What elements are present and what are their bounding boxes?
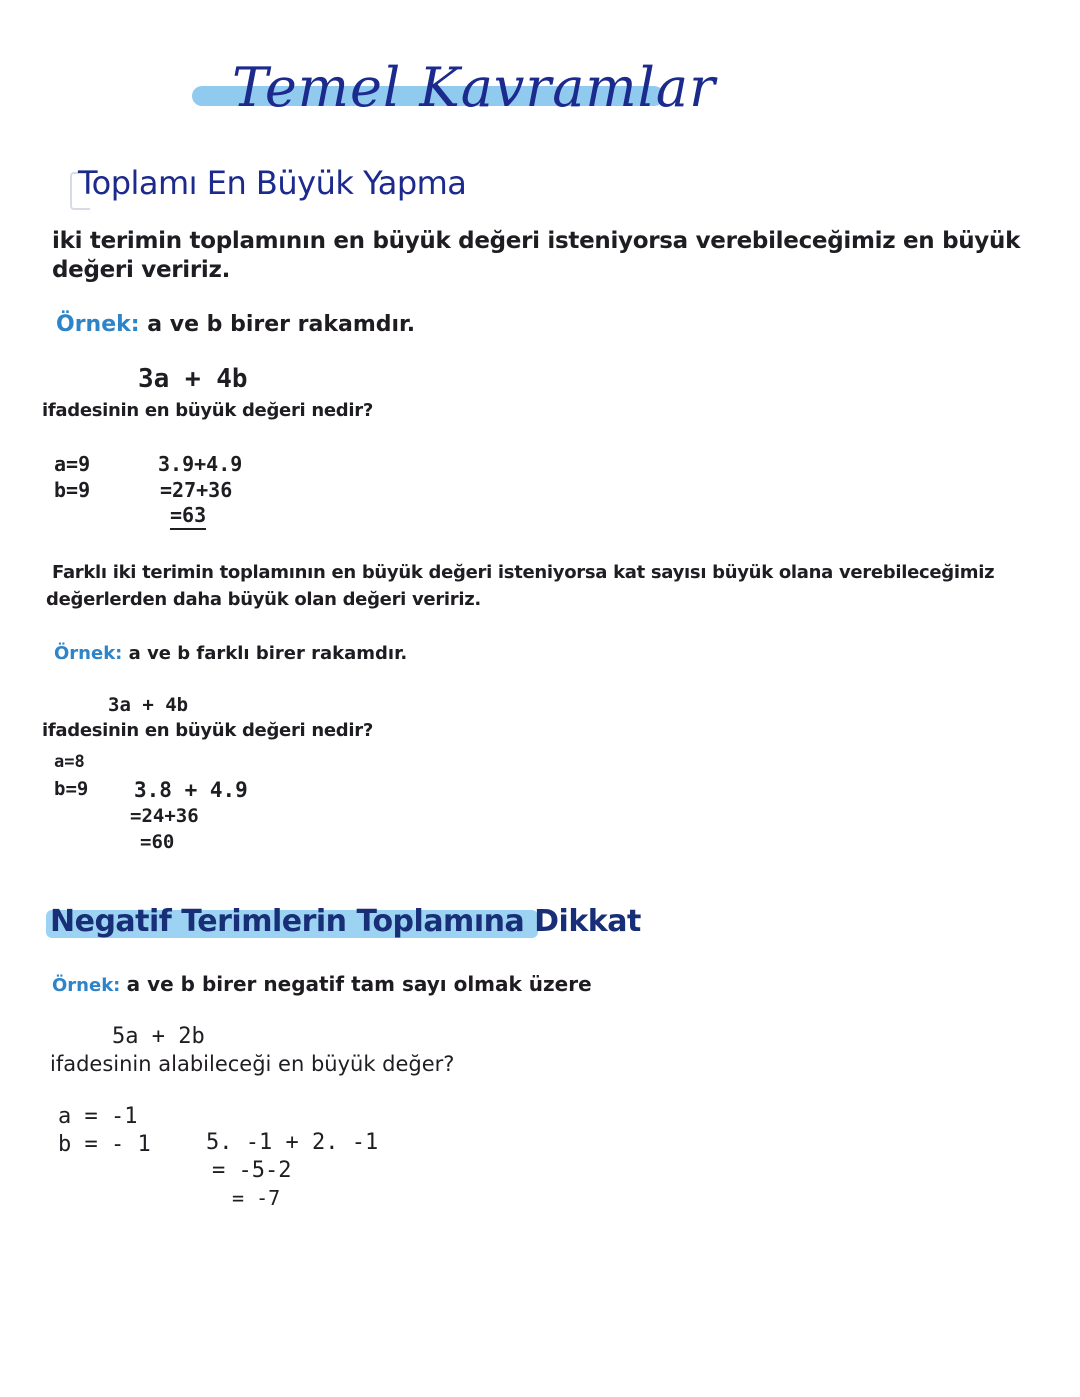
section1-rule2-line1: Farklı iki terimin toplamının en büyük değeri isteniyorsa kat sayısı büyük olana verebileceğimiz [52,562,995,583]
example2-b-value: b=9 [54,778,89,800]
example3-line [52,972,592,996]
example2-step1: 3.8 + 4.9 [134,778,248,802]
section1-rule-line1: iki terimin toplamının en büyük değeri isteniyorsa verebileceğimiz en büyük [52,228,1021,254]
example1-label: Örnek: [56,312,140,337]
example3-b-value: b = - 1 [58,1132,151,1157]
example1-step3: =63 [170,503,206,530]
example3-text: a ve b birer negatif tam sayı olmak üzere [126,972,592,996]
example1-a-value: a=9 [54,452,91,476]
example3-question: ifadesinin alabileceği en büyük değer? [50,1052,455,1076]
example1-question: ifadesinin en büyük değeri nedir? [42,400,373,421]
example3-a-value: a = -1 [58,1104,138,1129]
example3-label: Örnek: [52,975,121,996]
example2-step3: =60 [140,831,175,853]
example1-step1: 3.9+4.9 [158,452,243,476]
example3-step1: 5. -1 + 2. -1 [206,1130,379,1155]
example1-b-value: b=9 [54,478,91,502]
example3-step3: = -7 [232,1186,281,1210]
example1-line [56,312,415,337]
example2-expression: 3a + 4b [108,694,189,716]
section1-rule2-line2: değerlerden daha büyük olan değeri veririz. [46,589,481,610]
example2-question: ifadesinin en büyük değeri nedir? [42,720,373,741]
example3-step2: = -5-2 [212,1158,292,1183]
example1-step2: =27+36 [160,478,233,502]
section2-heading: Negatif Terimlerin Toplamına Dikkat [50,904,641,939]
example2-step2: =24+36 [130,805,199,827]
example2-a-value: a=8 [54,752,85,772]
example2-line [54,643,407,664]
example1-text: a ve b birer rakamdır. [147,312,416,337]
section1-rule-line2: değeri veririz. [52,257,231,283]
page-title: Temel Kavramlar [232,56,716,119]
example2-label: Örnek: [54,643,123,664]
example2-text: a ve b farklı birer rakamdır. [128,643,408,664]
section1-heading: Toplamı En Büyük Yapma [78,164,467,202]
example3-expression: 5a + 2b [112,1024,205,1049]
example1-expression: 3a + 4b [138,364,248,394]
